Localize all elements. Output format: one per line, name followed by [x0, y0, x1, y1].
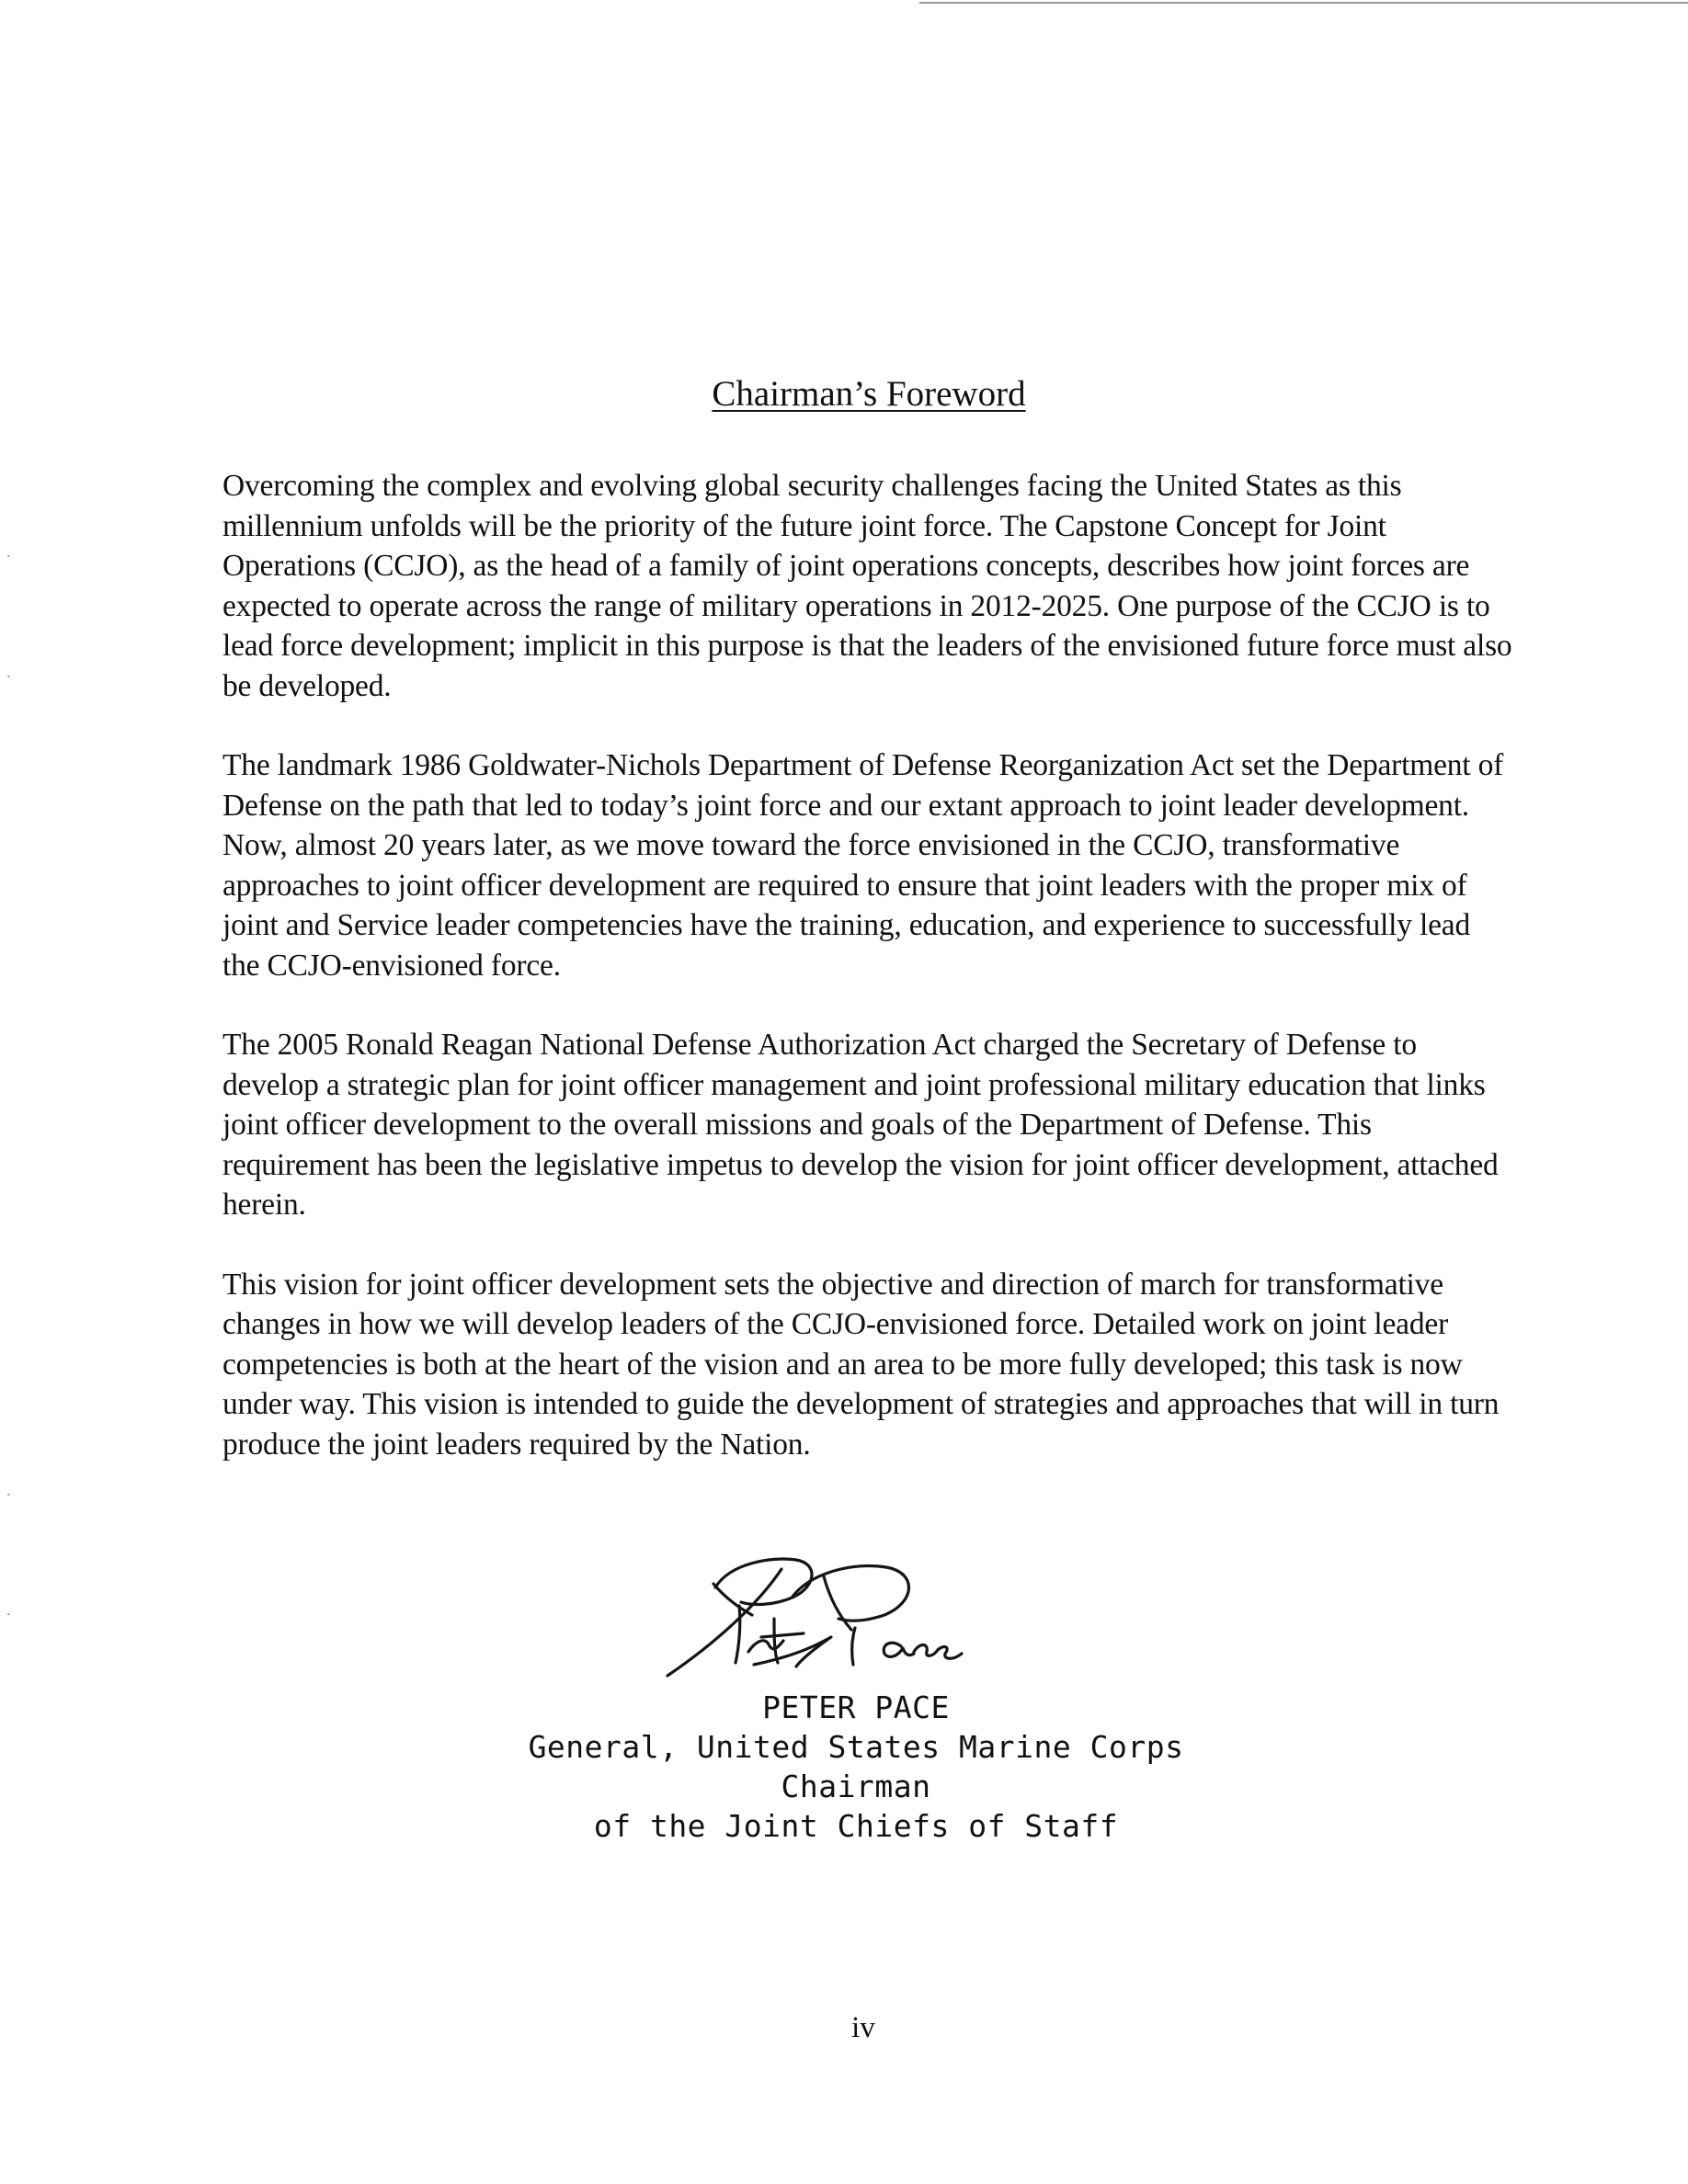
scan-speck [7, 1613, 10, 1615]
signature-block [0, 1688, 1688, 1846]
signatory-position: Chairman [781, 1769, 931, 1804]
paragraph-4: This vision for joint officer development sets the objective and direction of march for transformative changes in how we will develop leaders of the CCJO-envisioned force. Detailed work on joint leader competencies is both at the heart of the vision and an area to be more fully developed; this task is now under way. This vision is intended to guide the development of strategies and approaches that will in turn produce the joint leaders required by the Nation. [222, 1267, 1500, 1462]
scan-speck [7, 676, 10, 677]
page-title: Chairman’s Foreword [712, 374, 1026, 414]
handwritten-signature [651, 1549, 1028, 1687]
signatory-rank: General, United States Marine Corps [528, 1729, 1184, 1765]
scan-speck [7, 555, 10, 557]
page-number: iv [851, 2011, 875, 2044]
scan-speck [7, 1494, 10, 1496]
signatory-organization: of the Joint Chiefs of Staff [593, 1808, 1119, 1844]
paragraph-3: The 2005 Ronald Reagan National Defense Authorization Act charged the Secretary of Defense to develop a strategic plan for joint officer management and joint professional military education that links joint officer development to the overall missions and goals of the Department of Defense. This requirement has been the legislative impetus to develop the vision for joint officer development, attached herein. [222, 1028, 1499, 1222]
foreword-body [222, 466, 1514, 1504]
paragraph-1: Overcoming the complex and evolving global security challenges facing the United States as this millennium unfolds will be the priority of the future joint force. The Capstone Concept for Joint Operations (CCJO), as the head of a family of joint operations concepts, describes how joint forces are expected to operate across the range of military operations in 2012-2025. One purpose of the CCJO is to lead force development; implicit in this purpose is that the leaders of the envisioned future force must also be developed. [222, 469, 1512, 703]
scan-edge-rule [919, 2, 1688, 4]
paragraph-2: The landmark 1986 Goldwater-Nichols Department of Defense Reorganization Act set the Department of Defense on the path that led to today’s joint force and our extant approach to joint leader development. Now, almost 20 years later, as we move toward the force envisioned in the CCJO, transformative approaches to joint officer development are required to ensure that joint leaders with the proper mix of joint and Service leader competencies have the training, education, and experience to successfully lead the CCJO-envisioned force. [222, 748, 1504, 983]
signatory-name: PETER PACE [762, 1689, 950, 1725]
